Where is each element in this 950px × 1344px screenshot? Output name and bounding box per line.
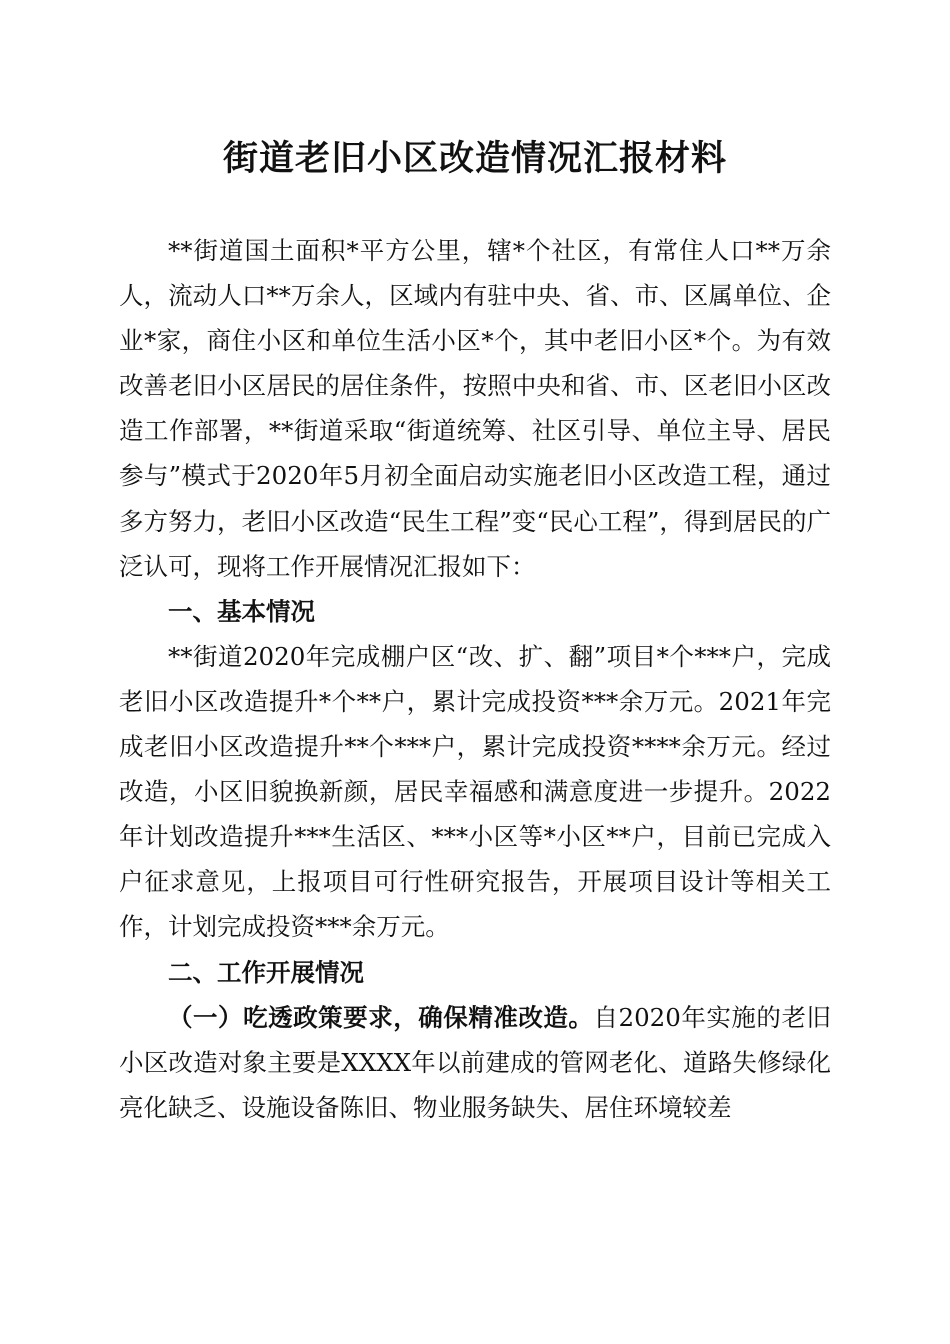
section-heading-basic: 一、基本情况 bbox=[168, 596, 315, 626]
document-title: 街道老旧小区改造情况汇报材料 bbox=[222, 138, 727, 179]
intro-paragraph: **街道国土面积*平方公里，辖*个社区，有常住人口**万余人，流动人口**万余人，区域内有驻中央、省、市、区属单位、企业*家，商住小区和单位生活小区*个，其中老旧小区*个。为有效改善老旧小区居民的居住条件，按照中央和省、市、区老旧小区改造工作部署，**街道采取“街道统筹、社区引导、单位主导、居民参与”模式于2020年5月初全面启动实施老旧小区改造工程，通过多方努力，老旧小区改造“民生工程”变“民心工程”，得到居民的广泛认可，现将工作开展情况汇报如下： bbox=[119, 236, 831, 581]
subsection-paragraph-policy bbox=[119, 995, 831, 1130]
section-paragraph-basic: **街道2020年完成棚户区“改、扩、翻”项目*个***户，完成老旧小区改造提升*个**户，累计完成投资***余万元。2021年完成老旧小区改造提升**个***户，累计完成投资****余万元。经过改造，小区旧貌换新颜，居民幸福感和满意度进一步提升。2022年计划改造提升***生活区、***小区等*小区**户，目前已完成入户征求意见，上报项目可行性研究报告，开展项目设计等相关工作，计划完成投资***余万元。 bbox=[119, 641, 831, 942]
subsection-text-policy: 自2020年实施的老旧小区改造对象主要是XXXX年以前建成的管网老化、道路失修绿化亮化缺乏、设施设备陈旧、物业服务缺失、居住环境较差 bbox=[119, 1002, 831, 1122]
section-heading-work: 二、工作开展情况 bbox=[168, 957, 364, 987]
subsection-lead-policy: （一）吃透政策要求，确保精准改造。 bbox=[168, 1002, 594, 1032]
document-body bbox=[119, 228, 831, 1130]
